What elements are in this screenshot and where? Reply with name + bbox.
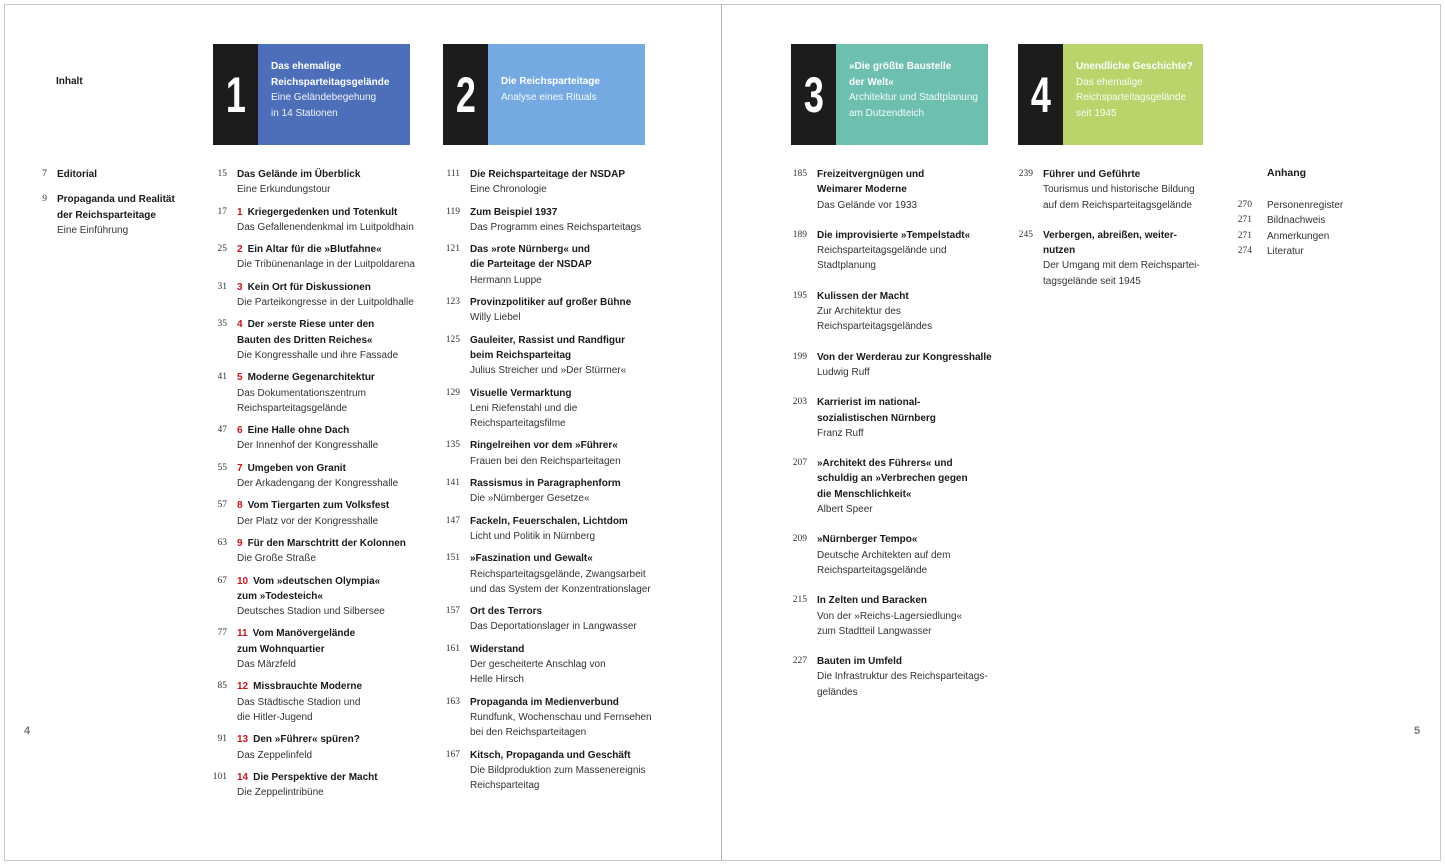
toc-page-number: 31 xyxy=(217,281,227,292)
toc-entry-title: In Zelten und Baracken xyxy=(817,595,928,607)
toc-entry-subtitle: Die Große Straße xyxy=(237,553,316,565)
toc-entry-title: Die improvisierte »Tempelstadt« xyxy=(817,229,971,241)
toc-entry[interactable] xyxy=(203,536,423,567)
station-number: 13 xyxy=(237,734,249,746)
anhang-entry[interactable] xyxy=(1228,244,1343,259)
anhang-entry[interactable] xyxy=(1228,213,1343,228)
toc-entry[interactable] xyxy=(783,350,1003,381)
toc-page-number: 55 xyxy=(217,462,227,473)
toc-entry-subtitle: Das Gelände vor 1933 xyxy=(817,199,918,211)
toc-page-number: 157 xyxy=(445,606,460,617)
toc-entry-subtitle: Reichsparteitagsgelände und Stadtplanung xyxy=(817,245,947,272)
toc-entry-subtitle: Die »Nürnberger Gesetze« xyxy=(470,493,590,505)
chapter-number: 4 xyxy=(1018,44,1063,145)
toc-entry-subtitle: Licht und Politik in Nürnberg xyxy=(470,530,596,542)
toc-page-number: 207 xyxy=(792,458,807,469)
toc-entry-subtitle: Der Arkadengang der Kongresshalle xyxy=(237,478,399,490)
toc-entry-title: Rassismus in Paragraphenform xyxy=(470,478,621,490)
toc-page-number: 199 xyxy=(792,351,807,362)
chapter-banner-4 xyxy=(1018,44,1203,145)
toc-entry[interactable] xyxy=(783,228,1003,274)
toc-entry-title: Fackeln, Feuerschalen, Lichtdom xyxy=(470,515,628,527)
toc-entry-title: 10 Vom »deutschen Olympia« zum »Todesteich« xyxy=(237,575,381,602)
toc-entry[interactable] xyxy=(436,748,656,794)
toc-entry-subtitle: Die Zeppelintribüne xyxy=(237,787,324,799)
toc-entry[interactable] xyxy=(783,395,1003,441)
chapter-banner-2 xyxy=(443,44,645,145)
toc-page-number: 129 xyxy=(445,387,460,398)
toc-entry-subtitle: Deutsches Stadion und Silbersee xyxy=(237,606,385,618)
toc-entry-title: »Faszination und Gewalt« xyxy=(470,553,593,565)
toc-page-number: 85 xyxy=(217,681,227,692)
toc-entry-subtitle: Die Tribünenanlage in der Luitpoldarena xyxy=(237,259,415,271)
toc-entry-subtitle: Eine Einführung xyxy=(57,224,129,236)
toc-entry-subtitle: Albert Speer xyxy=(817,504,873,516)
toc-page-number: 77 xyxy=(217,628,227,639)
toc-entry[interactable] xyxy=(783,532,1003,578)
toc-entry-subtitle: Der gescheiterte Anschlag von Helle Hirsch xyxy=(470,659,606,686)
toc-page-number: 147 xyxy=(445,515,460,526)
toc-page-number: 57 xyxy=(217,500,227,511)
toc-entry[interactable] xyxy=(436,695,656,741)
chapter-subtitle: Das ehemalige Reichsparteitagsgelände seit 1945 xyxy=(1076,76,1187,119)
toc-entry[interactable] xyxy=(436,386,656,432)
toc-page-number: 25 xyxy=(217,244,227,255)
toc-entry-subtitle: Die Infrastruktur des Reichsparteitags- geländes xyxy=(817,671,988,698)
folio-right: 5 xyxy=(1414,725,1421,737)
toc-chapter1-column xyxy=(203,167,423,807)
toc-page-number: 185 xyxy=(792,169,807,179)
page-label: Inhalt xyxy=(56,76,83,87)
chapter-number: 1 xyxy=(213,44,258,145)
station-number: 6 xyxy=(237,425,243,437)
station-number: 11 xyxy=(237,628,248,640)
toc-entry[interactable] xyxy=(436,205,656,236)
toc-entry-subtitle: Franz Ruff xyxy=(817,427,864,439)
toc-page-number: 125 xyxy=(445,334,460,345)
toc-page-number: 195 xyxy=(792,290,807,301)
chapter-banner-1 xyxy=(213,44,410,145)
toc-entry[interactable] xyxy=(203,498,423,529)
toc-entry-title: Visuelle Vermarktung xyxy=(470,387,572,399)
chapter-title: Die Reichsparteitage xyxy=(501,76,600,87)
toc-entry-subtitle: Der Innenhof der Kongresshalle xyxy=(237,440,379,452)
toc-entry-title: Von der Werderau zur Kongresshalle xyxy=(817,351,992,363)
toc-page-number: 209 xyxy=(792,534,807,545)
toc-entry[interactable] xyxy=(436,438,656,469)
toc-entry-title: Editorial xyxy=(57,169,98,180)
toc-entry[interactable] xyxy=(23,192,183,238)
chapter-banner-text xyxy=(258,44,410,145)
toc-entry[interactable] xyxy=(203,167,423,198)
toc-page-number: 189 xyxy=(792,229,807,240)
station-number: 8 xyxy=(237,500,243,512)
anhang-list xyxy=(1228,198,1343,260)
toc-entry-subtitle: Die Parteikongresse in der Luitpoldhalle xyxy=(237,297,414,309)
toc-entry-subtitle: Das Zeppelinfeld xyxy=(237,749,313,761)
chapter-number: 2 xyxy=(443,44,488,145)
toc-entry[interactable] xyxy=(783,167,1003,213)
chapter-title: Das ehemalige Reichsparteitagsgelände xyxy=(271,61,390,88)
station-number: 12 xyxy=(237,681,249,693)
toc-entry-title: 2 Ein Altar für die »Blutfahne« xyxy=(237,244,382,256)
toc-page-number: 270 xyxy=(1237,200,1252,210)
toc-entry-title: Provinzpolitiker auf großer Bühne xyxy=(470,297,632,309)
toc-page-number: 167 xyxy=(445,749,460,760)
toc-page-number: 101 xyxy=(212,771,227,782)
toc-entry-title: 13 Den »Führer« spüren? xyxy=(237,734,360,746)
toc-page-number: 119 xyxy=(446,206,460,217)
station-number: 4 xyxy=(237,319,243,331)
toc-entry-title: 7 Umgeben von Granit xyxy=(237,462,346,474)
toc-entry[interactable] xyxy=(203,370,423,416)
toc-entry[interactable] xyxy=(783,456,1003,517)
chapter-title: »Die größte Baustelle der Welt« xyxy=(849,61,952,88)
toc-page-number: 227 xyxy=(792,656,807,667)
toc-entry-subtitle: Der Platz vor der Kongresshalle xyxy=(237,515,379,527)
folio-left: 4 xyxy=(24,725,31,737)
toc-page-number: 121 xyxy=(445,244,460,255)
chapter-title: Unendliche Geschichte? xyxy=(1076,61,1193,72)
toc-entry-subtitle: Das Gefallenendenkmal im Luitpoldhain xyxy=(237,221,414,233)
toc-entry-subtitle: Hermann Luppe xyxy=(470,274,542,286)
toc-page-number: 67 xyxy=(217,575,227,586)
toc-entry[interactable] xyxy=(783,593,1003,639)
toc-page-number: 163 xyxy=(445,696,460,707)
toc-page-number: 151 xyxy=(445,553,460,564)
toc-entry[interactable] xyxy=(203,574,423,620)
toc-page-number: 47 xyxy=(217,425,227,436)
chapter-number: 3 xyxy=(791,44,836,145)
station-number: 10 xyxy=(237,575,249,587)
toc-entry[interactable] xyxy=(783,289,1003,335)
toc-entry[interactable] xyxy=(436,295,656,326)
toc-entry[interactable] xyxy=(203,242,423,273)
chapter-banner-text xyxy=(488,44,645,145)
toc-chapter3-column xyxy=(783,167,1003,715)
toc-intro-column xyxy=(23,167,183,248)
toc-page-number: 135 xyxy=(445,440,460,451)
station-number: 3 xyxy=(237,281,243,293)
toc-page-number: 15 xyxy=(217,169,227,179)
toc-page-number: 123 xyxy=(445,297,460,308)
chapter-subtitle: Eine Geländebegehung in 14 Stationen xyxy=(271,92,377,119)
toc-entry-title: Kitsch, Propaganda und Geschäft xyxy=(470,749,631,761)
chapter-banner-3 xyxy=(791,44,988,145)
toc-entry-title: Kulissen der Macht xyxy=(817,290,909,302)
toc-entry[interactable] xyxy=(436,642,656,688)
toc-entry-title: Bauten im Umfeld xyxy=(817,656,903,668)
toc-entry-subtitle: Das Märzfeld xyxy=(237,659,296,671)
toc-page-number: 41 xyxy=(217,372,227,383)
anhang-label: Personenregister xyxy=(1267,200,1344,211)
toc-entry-title: 1 Kriegergedenken und Totenkult xyxy=(237,206,398,218)
toc-entry-title: 3 Kein Ort für Diskussionen xyxy=(237,281,371,293)
toc-entry-subtitle: Tourismus und historische Bildung auf dem Reichsparteitagsgelände xyxy=(1043,184,1195,211)
chapter-banner-text xyxy=(1063,44,1203,145)
toc-entry[interactable] xyxy=(436,551,656,597)
toc-entry[interactable] xyxy=(436,167,656,198)
toc-entry-subtitle: Das Deportationslager in Langwasser xyxy=(470,621,637,633)
toc-entry-title: Ort des Terrors xyxy=(470,606,543,618)
toc-page-number: 245 xyxy=(1018,229,1033,240)
toc-entry[interactable] xyxy=(436,514,656,545)
toc-entry-title: Propaganda und Realität der Reichsparteitage xyxy=(57,194,175,221)
toc-entry[interactable] xyxy=(203,423,423,454)
toc-entry-subtitle: Die Kongresshalle und ihre Fassade xyxy=(237,349,399,361)
toc-entry-subtitle: Das Städtische Stadion und die Hitler-Jugend xyxy=(237,696,361,723)
station-number: 9 xyxy=(237,537,243,549)
toc-entry[interactable] xyxy=(203,461,423,492)
toc-page-number: 271 xyxy=(1237,230,1252,241)
toc-entry-title: Zum Beispiel 1937 xyxy=(470,206,558,218)
station-number: 14 xyxy=(237,771,249,783)
toc-page-number: 111 xyxy=(446,169,460,179)
toc-entry-title: 5 Moderne Gegenarchitektur xyxy=(237,372,375,384)
toc-entry[interactable] xyxy=(203,280,423,311)
toc-page-number: 63 xyxy=(217,537,227,548)
toc-entry-title: Propaganda im Medienverbund xyxy=(470,696,619,708)
toc-entry[interactable] xyxy=(1009,167,1209,213)
station-number: 1 xyxy=(237,206,243,218)
toc-page-number: 9 xyxy=(42,194,47,205)
station-number: 5 xyxy=(237,372,243,384)
toc-entry-subtitle: Deutsche Architekten auf dem Reichsparteitagsgelände xyxy=(817,549,951,576)
toc-entry[interactable] xyxy=(203,679,423,725)
chapter-subtitle: Analyse eines Rituals xyxy=(501,91,597,103)
toc-page-number: 35 xyxy=(217,319,227,330)
toc-entry-title: 9 Für den Marschtritt der Kolonnen xyxy=(237,537,406,549)
toc-entry[interactable] xyxy=(436,242,656,288)
toc-page-number: 17 xyxy=(217,206,227,217)
anhang-entry[interactable] xyxy=(1228,229,1343,244)
toc-entry-title: 4 Der »erste Riese unter den Bauten des Dritten Reiches« xyxy=(237,319,375,346)
toc-entry-subtitle: Eine Chronologie xyxy=(470,184,547,196)
toc-entry-title: Widerstand xyxy=(470,643,525,655)
toc-entry-title: Führer und Geführte xyxy=(1043,169,1141,180)
toc-entry-title: 11 Vom Manövergelände zum Wohnquartier xyxy=(237,628,356,655)
toc-entry-subtitle: Frauen bei den Reichsparteitagen xyxy=(470,455,621,467)
toc-entry[interactable] xyxy=(23,167,183,182)
toc-page-number: 274 xyxy=(1237,246,1252,257)
toc-entry-subtitle: Zur Architektur des Reichsparteitagsgeländes xyxy=(817,306,933,333)
toc-entry-subtitle: Der Umgang mit dem Reichspartei- tagsgelände seit 1945 xyxy=(1043,260,1200,287)
toc-entry[interactable] xyxy=(203,732,423,763)
toc-entry-title: Das Gelände im Überblick xyxy=(237,169,361,180)
toc-entry-subtitle: Julius Streicher und »Der Stürmer« xyxy=(470,365,627,377)
toc-entry-title: Das »rote Nürnberg« und die Parteitage der NSDAP xyxy=(470,244,592,271)
toc-entry-subtitle: Das Programm eines Reichsparteitags xyxy=(470,221,642,233)
toc-entry[interactable] xyxy=(436,333,656,379)
toc-entry[interactable] xyxy=(203,317,423,363)
toc-page-number: 239 xyxy=(1018,169,1033,179)
toc-page-number: 271 xyxy=(1237,215,1252,226)
toc-entry-subtitle: Eine Erkundungstour xyxy=(237,184,331,196)
toc-page-number: 141 xyxy=(445,478,460,489)
anhang-label: Bildnachweis xyxy=(1267,215,1326,227)
station-number: 7 xyxy=(237,462,243,474)
anhang-label: Anmerkungen xyxy=(1267,230,1330,242)
toc-entry-title: Ringelreihen vor dem »Führer« xyxy=(470,440,618,452)
toc-entry-title: Freizeitvergnügen und Weimarer Moderne xyxy=(817,169,925,196)
page-gutter xyxy=(721,4,722,861)
station-number: 2 xyxy=(237,244,243,256)
toc-chapter2-column xyxy=(436,167,656,800)
toc-entry[interactable] xyxy=(203,626,423,672)
toc-entry-subtitle: Die Bildproduktion zum Massenereignis Reichsparteitag xyxy=(470,764,646,792)
toc-entry-title: Die Reichsparteitage der NSDAP xyxy=(470,169,626,180)
toc-chapter4-column xyxy=(1009,167,1209,304)
toc-page-number: 7 xyxy=(42,169,47,179)
toc-entry[interactable] xyxy=(436,476,656,507)
toc-entry-title: »Architekt des Führers« und schuldig an »Verbrechen gegen die Menschlichkeit« xyxy=(817,458,968,500)
toc-entry-title: 6 Eine Halle ohne Dach xyxy=(237,425,350,437)
toc-entry[interactable] xyxy=(436,604,656,635)
toc-entry-title: »Nürnberger Tempo« xyxy=(817,534,918,546)
toc-entry-subtitle: Reichsparteitagsgelände, Zwangsarbeit und das System der Konzentrationslager xyxy=(470,568,651,595)
toc-entry-subtitle: Von der »Reichs-Lagersiedlung« zum Stadtteil Langwasser xyxy=(817,610,963,637)
toc-entry-title: 8 Vom Tiergarten zum Volksfest xyxy=(237,500,390,512)
toc-entry-subtitle: Ludwig Ruff xyxy=(817,366,870,378)
toc-entry[interactable] xyxy=(1009,228,1209,289)
toc-entry-title: 12 Missbrauchte Moderne xyxy=(237,681,363,693)
toc-entry[interactable] xyxy=(203,205,423,236)
toc-entry-subtitle: Willy Liebel xyxy=(470,312,521,324)
toc-entry-subtitle: Das Dokumentationszentrum Reichsparteitagsgelände xyxy=(237,387,366,414)
toc-entry-title: Gauleiter, Rassist und Randfigur beim Reichsparteitag xyxy=(470,334,626,361)
toc-entry[interactable] xyxy=(783,654,1003,700)
toc-entry-title: 14 Die Perspektive der Macht xyxy=(237,771,378,783)
toc-entry-subtitle: Rundfunk, Wochenschau und Fernsehen bei den Reichsparteitagen xyxy=(470,711,652,739)
anhang-heading: Anhang xyxy=(1267,167,1307,179)
toc-page-number: 215 xyxy=(792,595,807,606)
toc-page-number: 91 xyxy=(217,734,227,745)
chapter-subtitle: Architektur und Stadtplanung am Dutzendteich xyxy=(849,92,978,119)
toc-entry[interactable] xyxy=(203,770,423,801)
toc-page-number: 161 xyxy=(445,643,460,654)
chapter-banner-text xyxy=(836,44,988,145)
anhang-entry[interactable] xyxy=(1228,198,1343,213)
toc-entry-subtitle: Leni Riefenstahl und die Reichsparteitagsfilme xyxy=(470,402,578,430)
anhang-label: Literatur xyxy=(1267,246,1304,258)
toc-page-number: 203 xyxy=(792,397,807,408)
toc-entry-title: Karrierist im national- sozialistischen Nürnberg xyxy=(817,397,936,424)
toc-entry-title: Verbergen, abreißen, weiter- nutzen xyxy=(1043,229,1177,257)
